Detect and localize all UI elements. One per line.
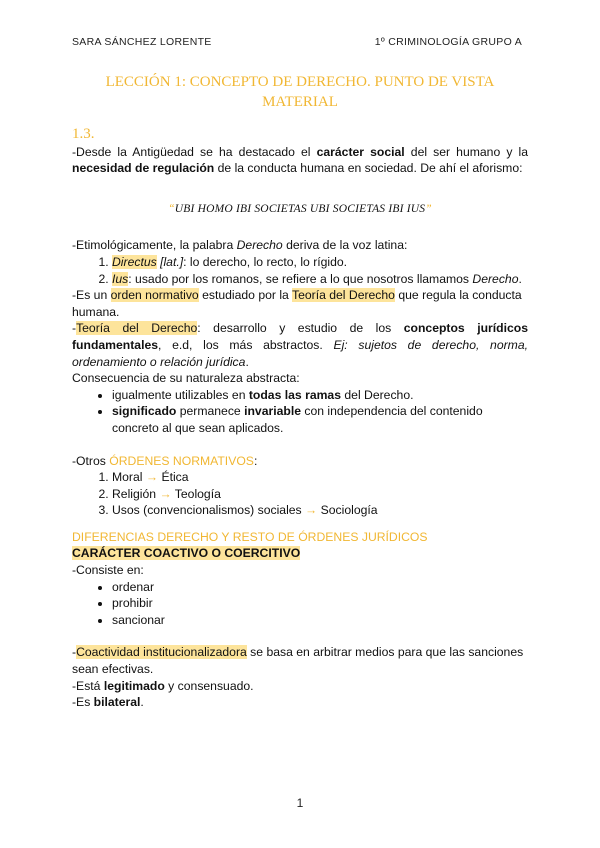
paragraph-consiste: -Consiste en:	[72, 563, 144, 578]
paragraph-teoria-derecho: -Teoría del Derecho: desarrollo y estudio de los conceptos jurídicos fundamentales, e.d, los más abstractos. Ej: sujetos de derecho, norma, ordenamiento o relación jurídica.	[72, 321, 528, 369]
abstract-nature-list	[72, 387, 528, 437]
paragraph-consecuencia: Consecuencia de su naturaleza abstracta:	[72, 371, 300, 386]
paragraph-legitimado: -Está legitimado y consensuado.	[72, 678, 254, 693]
paragraph-intro: -Desde la Antigüedad se ha destacado el carácter social del ser humano y la necesidad de regulación de la conducta humana en sociedad. De ahí el aforismo:	[72, 144, 529, 176]
paragraph-otros-ordenes: -Otros ÓRDENES NORMATIVOS:	[72, 453, 258, 468]
list-item: 2. Ius: usado por los romanos, se refiere a lo que nosotros llamamos Derecho.	[112, 271, 528, 288]
otros-ordenes-list	[72, 469, 528, 519]
list-item: 2. Religión → Teología	[112, 486, 528, 503]
coactivo-list	[72, 579, 528, 629]
subheading-diferencias: DIFERENCIAS DERECHO Y RESTO DE ÓRDENES JURÍDICOS	[72, 529, 428, 544]
header-course: 1º CRIMINOLOGÍA GRUPO A	[374, 36, 522, 48]
bold-necesidad-regulacion: necesidad de regulación	[72, 161, 215, 176]
page-number: 1	[296, 796, 304, 810]
paragraph-etymology: -Etimológicamente, la palabra Derecho deriva de la voz latina:	[72, 238, 408, 253]
aphorism-text: UBI HOMO IBI SOCIETAS UBI SOCIETAS IBI IUS	[174, 202, 426, 215]
list-item: • significado permanece invariable con independencia del contenido concreto al que sean aplicados.	[112, 403, 528, 436]
list-item: 1. Directus [lat.]: lo derecho, lo recto, lo rígido.	[112, 254, 528, 271]
list-item: 3. Usos (convencionalismos) sociales → Sociología	[112, 502, 528, 519]
aphorism-quote: “UBI HOMO IBI SOCIETAS UBI SOCIETAS IBI IUS”	[168, 202, 432, 215]
arrow-icon: →	[145, 470, 159, 485]
subheading-caracter-coactivo: CARÁCTER COACTIVO O COERCITIVO	[72, 546, 301, 561]
section-number: 1.3.	[72, 126, 95, 142]
paragraph-orden-normativo: -Es un orden normativo estudiado por la Teoría del Derecho que regula la conducta humana.	[72, 288, 522, 319]
etymology-list	[72, 254, 528, 287]
paragraph-coactividad: -Coactividad institucionalizadora se basa en arbitrar medios para que las sanciones sean efectivas.	[72, 645, 524, 677]
header-author: SARA SÁNCHEZ LORENTE	[72, 36, 212, 48]
arrow-icon: →	[305, 503, 318, 518]
list-item: • sancionar	[112, 612, 528, 629]
list-item: 1. Moral → Ética	[112, 469, 528, 486]
spacer	[72, 628, 528, 644]
paragraph-bilateral: -Es bilateral.	[72, 695, 144, 710]
list-item: • igualmente utilizables en todas las ramas del Derecho.	[112, 387, 528, 404]
spacer	[72, 437, 528, 453]
arrow-icon: →	[159, 486, 172, 501]
lesson-title: LECCIÓN 1: CONCEPTO DE DERECHO. PUNTO DE VISTA MATERIAL	[105, 74, 495, 110]
list-item: • ordenar	[112, 579, 528, 596]
list-item: • prohibir	[112, 595, 528, 612]
document-body	[72, 126, 528, 711]
bold-caracter-social: carácter social	[316, 144, 405, 159]
